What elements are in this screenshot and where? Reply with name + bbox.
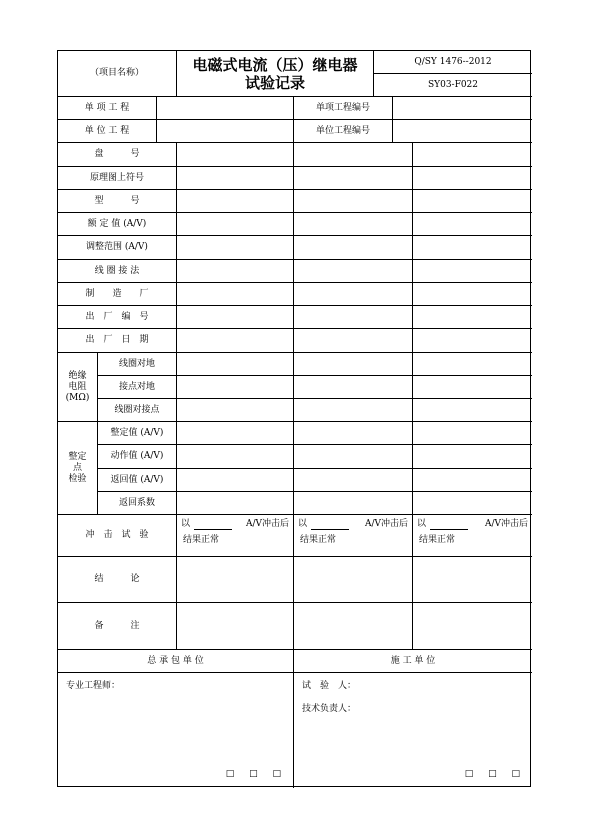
coil-to-contact-field-3[interactable] [413,399,532,422]
form-title [177,51,374,97]
impact-test-field-2[interactable]: 以 A/V冲击后 结果正常 [294,515,413,557]
adjust-range-label: 调整范围 (A/V) [58,236,177,260]
manufacture-date-field-1[interactable] [177,329,294,353]
manufacturer-field-3[interactable] [413,283,532,306]
manufacture-date-field-2[interactable] [294,329,413,353]
single-project-label: 单 项 工 程 [58,97,157,120]
serial-no-field-1[interactable] [177,306,294,329]
manufacturer-field-1[interactable] [177,283,294,306]
rated-value-field-2[interactable] [294,213,413,236]
adjust-range-field-2[interactable] [294,236,413,260]
insulation-group-label: 绝缘 电阻 (MΩ) [58,353,98,422]
coil-to-ground-field-1[interactable] [177,353,294,376]
adjust-range-field-3[interactable] [413,236,532,260]
return-coefficient-field-3[interactable] [413,492,532,515]
conclusion-field-1[interactable] [177,557,294,603]
unit-project-label: 单 位 工 程 [58,120,157,143]
date-boxes-right: □ □ □ [464,769,526,779]
contact-to-ground-label: 接点对地 [98,376,177,399]
diagram-symbol-label: 原理图上符号 [58,167,177,190]
rated-value-field-1[interactable] [177,213,294,236]
rated-value-label: 额 定 值 (A/V) [58,213,177,236]
form-code-cell [374,74,532,97]
contact-to-ground-field-1[interactable] [177,376,294,399]
project-name-cell [58,51,177,97]
return-coefficient-field-2[interactable] [294,492,413,515]
manufacturer-label: 制 造 厂 [58,283,177,306]
coil-connection-label: 线 圈 接 法 [58,260,177,283]
setting-value-label: 整定值 (A/V) [98,422,177,445]
panel-no-field-1[interactable] [177,143,294,167]
impact-test-field-3[interactable]: 以 A/V冲击后 结果正常 [413,515,532,557]
coil-to-contact-field-2[interactable] [294,399,413,422]
remarks-field-2[interactable] [294,603,413,650]
test-record-form [57,50,531,787]
contractor-header: 总 承 包 单 位 [58,650,294,673]
manufacture-date-label: 出 厂 日 期 [58,329,177,353]
return-value-field-3[interactable] [413,469,532,492]
setting-value-field-1[interactable] [177,422,294,445]
construction-signature-area[interactable] [294,673,532,788]
coil-to-ground-field-2[interactable] [294,353,413,376]
model-label: 型 号 [58,190,177,213]
construction-header: 施 工 单 位 [294,650,532,673]
coil-to-contact-label: 线圈对接点 [98,399,177,422]
diagram-symbol-field-2[interactable] [294,167,413,190]
model-field-3[interactable] [413,190,532,213]
impact-test-label: 冲 击 试 验 [58,515,177,557]
remarks-label: 备 注 [58,603,177,650]
tech-lead-label: 技术负责人： [302,704,357,714]
operate-value-label: 动作值 (A/V) [98,445,177,469]
date-boxes-left: □ □ □ [225,769,287,779]
contact-to-ground-field-2[interactable] [294,376,413,399]
diagram-symbol-field-1[interactable] [177,167,294,190]
panel-no-field-3[interactable] [413,143,532,167]
title-line-2: 试验记录 [244,73,305,92]
contact-to-ground-field-3[interactable] [413,376,532,399]
title-line-1: 电磁式电流（压）继电器 [192,55,358,74]
single-project-no-field[interactable] [393,97,532,120]
standard-cell [374,51,532,74]
coil-to-ground-field-3[interactable] [413,353,532,376]
project-name-label: （项目名称） [89,68,144,78]
coil-connection-field-3[interactable] [413,260,532,283]
conclusion-field-2[interactable] [294,557,413,603]
operate-value-field-1[interactable] [177,445,294,469]
return-coefficient-label: 返回系数 [98,492,177,515]
unit-project-no-label: 单位工程编号 [294,120,393,143]
panel-no-field-2[interactable] [294,143,413,167]
operate-value-field-3[interactable] [413,445,532,469]
operate-value-field-2[interactable] [294,445,413,469]
setting-value-field-2[interactable] [294,422,413,445]
form-code: SY03-F022 [427,79,479,90]
tester-label: 试 验 人： [302,681,357,691]
return-value-field-1[interactable] [177,469,294,492]
model-field-2[interactable] [294,190,413,213]
return-coefficient-field-1[interactable] [177,492,294,515]
coil-connection-field-1[interactable] [177,260,294,283]
single-project-no-label: 单项工程编号 [294,97,393,120]
conclusion-label: 结 论 [58,557,177,603]
serial-no-field-2[interactable] [294,306,413,329]
standard-number: Q/SY 1476--2012 [414,56,492,67]
remarks-field-1[interactable] [177,603,294,650]
impact-test-field-1[interactable]: 以 A/V冲击后 结果正常 [177,515,294,557]
diagram-symbol-field-3[interactable] [413,167,532,190]
conclusion-field-3[interactable] [413,557,532,603]
engineer-label: 专业工程师： [66,681,121,691]
serial-no-label: 出 厂 编 号 [58,306,177,329]
setting-group-label: 整定 点 检验 [58,422,98,515]
manufacturer-field-2[interactable] [294,283,413,306]
return-value-label: 返回值 (A/V) [98,469,177,492]
unit-project-no-field[interactable] [393,120,532,143]
coil-to-contact-field-1[interactable] [177,399,294,422]
coil-connection-field-2[interactable] [294,260,413,283]
coil-to-ground-label: 线圈对地 [98,353,177,376]
manufacture-date-field-3[interactable] [413,329,532,353]
contractor-signature-area[interactable] [58,673,294,788]
unit-project-field[interactable] [157,120,294,143]
rated-value-field-3[interactable] [413,213,532,236]
return-value-field-2[interactable] [294,469,413,492]
panel-no-label: 盘 号 [58,143,177,167]
single-project-field[interactable] [157,97,294,120]
adjust-range-field-1[interactable] [177,236,294,260]
setting-value-field-3[interactable] [413,422,532,445]
serial-no-field-3[interactable] [413,306,532,329]
model-field-1[interactable] [177,190,294,213]
remarks-field-3[interactable] [413,603,532,650]
